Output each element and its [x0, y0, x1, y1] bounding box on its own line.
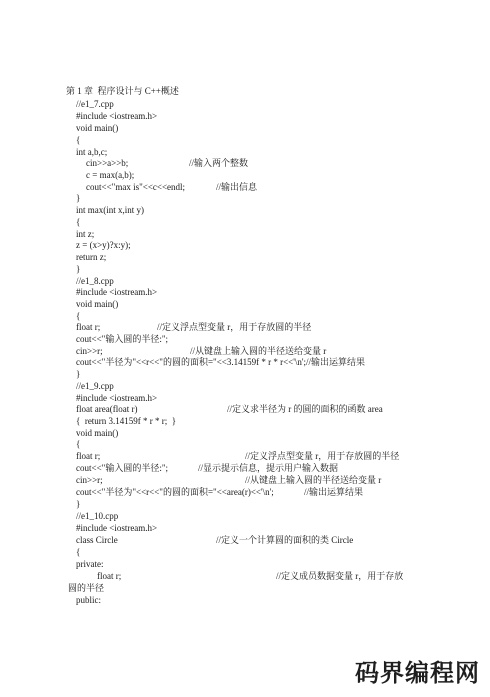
code-text: float r; — [76, 322, 101, 332]
code-text: #include <iostream.h> — [76, 111, 158, 121]
code-text: void main() — [76, 123, 119, 133]
code-text: #include <iostream.h> — [76, 393, 158, 403]
code-text: } — [76, 369, 81, 379]
code-text: #include <iostream.h> — [76, 523, 158, 533]
code-text: cout<<"半径为"<<r<<"的圆的面积="<<area(r)<<'\n'; — [76, 487, 274, 497]
code-text: int a,b,c; — [76, 147, 108, 157]
code-comment: //定义一个计算圆的面积的类 Circle — [216, 535, 354, 545]
code-comment: //输入两个整数 — [189, 158, 249, 168]
code-text: } — [76, 264, 81, 274]
code-text: { — [76, 311, 81, 321]
code-text: { — [76, 547, 81, 557]
code-text: void main() — [76, 428, 119, 438]
code-text: float area(float r) — [76, 404, 138, 414]
code-text: { return 3.14159f * r * r; } — [76, 416, 177, 426]
code-text: //e1_7.cpp — [76, 99, 114, 109]
code-text: 圆的半径 — [68, 583, 105, 593]
code-text: float r; — [97, 571, 122, 581]
code-text: { — [76, 439, 81, 449]
code-comment: //从键盘上输入圆的半径送给变量 r — [190, 346, 327, 356]
code-text: } — [76, 499, 81, 509]
code-comment: //显示提示信息，提示用户输入数据 — [198, 463, 339, 473]
code-comment: //定义浮点型变量 r，用于存放圆的半径 — [245, 451, 400, 461]
code-text: } — [76, 193, 81, 203]
code-text: c = max(a,b); — [86, 170, 135, 180]
code-text: cin>>r; — [76, 346, 103, 356]
code-text: cout<<"输入圆的半径:"; — [76, 334, 168, 344]
code-text: { — [76, 217, 81, 227]
code-text: //e1_10.cpp — [76, 511, 119, 521]
code-text: cout<<"输入圆的半径:"; — [76, 463, 168, 473]
code-text: { — [76, 135, 81, 145]
code-text: cin>>a>>b; — [86, 158, 129, 168]
code-text: #include <iostream.h> — [76, 287, 158, 297]
code-text: return z; — [76, 252, 107, 262]
code-text: private: — [76, 559, 104, 569]
code-text: int z; — [76, 229, 95, 239]
code-text: public: — [76, 595, 101, 605]
code-text: int max(int x,int y) — [76, 205, 144, 215]
code-text: cin>>r; — [76, 475, 103, 485]
code-text: void main() — [76, 299, 119, 309]
code-comment: //定义求半径为 r 的圆的面积的函数 area — [227, 404, 383, 414]
code-text: cout<<"max is"<<c<<endl; — [86, 182, 186, 192]
watermark-logo: 码界编程网 — [355, 659, 480, 687]
code-text: z = (x>y)?x:y); — [76, 240, 131, 250]
code-text: float r; — [76, 451, 101, 461]
code-comment: //从键盘上输入圆的半径送给变量 r — [245, 475, 382, 485]
code-text: class Circle — [76, 535, 118, 545]
code-text: 第 1 章 程序设计与 C++概述 — [66, 86, 179, 96]
code-comment: //输出信息 — [216, 182, 258, 192]
code-comment: //定义成员数据变量 r，用于存放 — [276, 571, 404, 581]
code-text: cout<<"半径为"<<r<<"的圆的面积="<<3.14159f * r * r<<'\n';//输出运算结果 — [76, 357, 366, 367]
code-text: //e1_8.cpp — [76, 276, 114, 286]
code-comment: //输出运算结果 — [304, 487, 364, 497]
code-comment: //定义浮点型变量 r，用于存放圆的半径 — [157, 322, 312, 332]
code-text: //e1_9.cpp — [76, 381, 114, 391]
